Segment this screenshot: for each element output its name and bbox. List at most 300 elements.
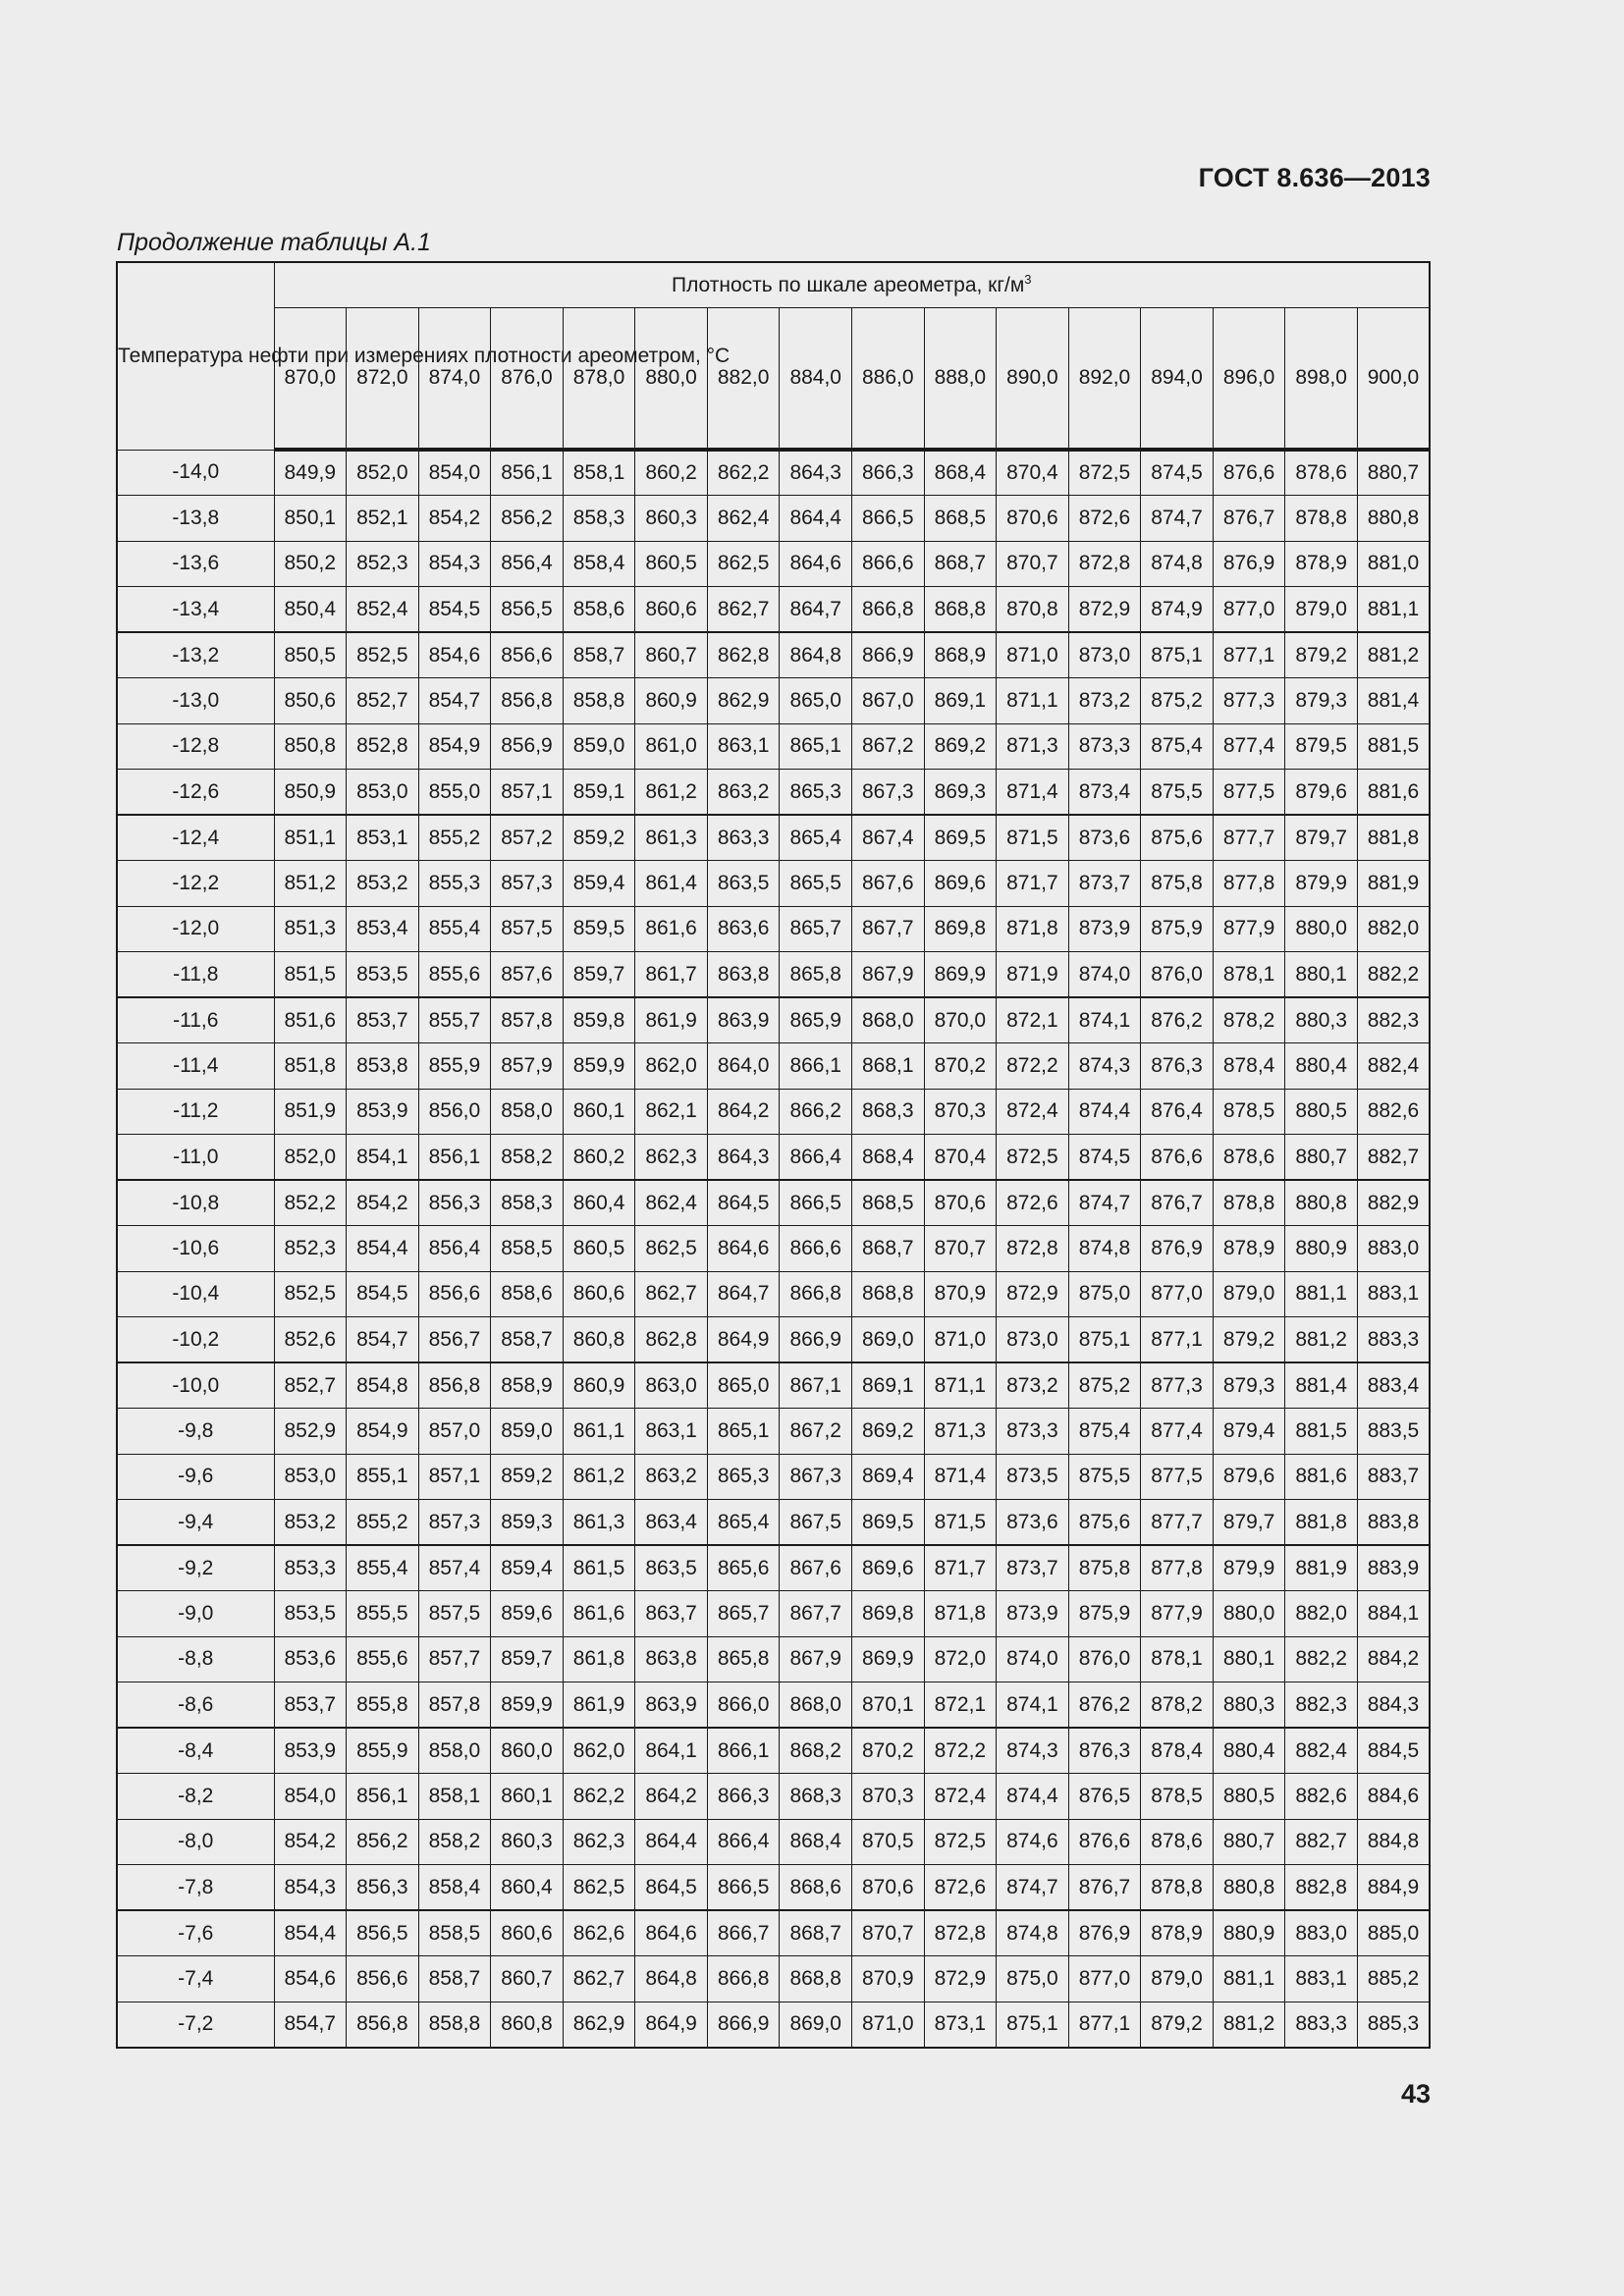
density-cell: 879,2 xyxy=(1141,2002,1214,2048)
density-unit-power: 3 xyxy=(1024,272,1032,288)
density-cell: 875,6 xyxy=(1141,815,1214,861)
density-cell: 856,9 xyxy=(491,723,564,770)
density-cell: 860,2 xyxy=(635,450,708,496)
density-cell: 866,6 xyxy=(852,541,925,587)
table-row xyxy=(117,1819,1430,1865)
temperature-cell: -10,8 xyxy=(117,1180,274,1226)
density-cell: 877,9 xyxy=(1213,906,1285,952)
density-cell: 883,0 xyxy=(1357,1226,1430,1272)
density-cell: 879,7 xyxy=(1213,1500,1285,1546)
density-cell: 879,2 xyxy=(1213,1317,1285,1363)
density-cell: 880,4 xyxy=(1213,1728,1285,1774)
temperature-cell: -9,2 xyxy=(117,1545,274,1591)
density-cell: 866,8 xyxy=(852,587,925,633)
temperature-cell: -12,4 xyxy=(117,815,274,861)
temperature-cell: -13,6 xyxy=(117,541,274,587)
density-cell: 861,2 xyxy=(635,770,708,816)
density-cell: 870,5 xyxy=(852,1819,925,1865)
density-cell: 863,1 xyxy=(635,1409,708,1455)
page-number: 43 xyxy=(1400,2079,1431,2109)
table-row xyxy=(117,723,1430,770)
density-cell: 857,8 xyxy=(491,997,564,1043)
density-cell: 876,6 xyxy=(1213,450,1285,496)
density-cell: 862,4 xyxy=(635,1180,708,1226)
temperature-cell: -13,0 xyxy=(117,678,274,724)
density-header-text: Плотность по шкале ареометра, кг/м xyxy=(671,274,1025,297)
density-column-header xyxy=(274,262,1430,307)
density-column-9: 888,0 xyxy=(924,307,997,450)
density-cell: 860,4 xyxy=(563,1180,635,1226)
density-cell: 872,6 xyxy=(924,1865,997,1911)
density-cell: 860,0 xyxy=(491,1728,564,1774)
density-cell: 884,1 xyxy=(1357,1591,1430,1637)
density-cell: 859,1 xyxy=(563,770,635,816)
density-cell: 874,8 xyxy=(1068,1226,1141,1272)
temperature-cell: -10,2 xyxy=(117,1317,274,1363)
density-cell: 865,7 xyxy=(707,1591,780,1637)
density-cell: 859,5 xyxy=(563,906,635,952)
density-cell: 870,4 xyxy=(997,450,1069,496)
density-cell: 866,5 xyxy=(707,1865,780,1911)
density-cell: 865,1 xyxy=(707,1409,780,1455)
density-cell: 881,1 xyxy=(1357,587,1430,633)
density-cell: 874,5 xyxy=(1068,1135,1141,1181)
density-cell: 859,9 xyxy=(563,1043,635,1090)
density-cell: 858,6 xyxy=(563,587,635,633)
density-cell: 885,2 xyxy=(1357,1956,1430,2002)
density-cell: 857,9 xyxy=(491,1043,564,1090)
density-cell: 854,9 xyxy=(347,1409,419,1455)
density-cell: 873,1 xyxy=(924,2002,997,2048)
density-cell: 854,2 xyxy=(418,496,491,542)
table-row xyxy=(117,1910,1430,1956)
table-row xyxy=(117,1682,1430,1729)
density-cell: 878,9 xyxy=(1213,1226,1285,1272)
density-cell: 879,4 xyxy=(1213,1409,1285,1455)
density-cell: 879,3 xyxy=(1213,1362,1285,1409)
density-cell: 857,3 xyxy=(418,1500,491,1546)
density-cell: 862,9 xyxy=(707,678,780,724)
density-cell: 882,6 xyxy=(1357,1089,1430,1135)
density-cell: 869,8 xyxy=(852,1591,925,1637)
density-cell: 865,8 xyxy=(707,1636,780,1682)
density-cell: 874,1 xyxy=(1068,997,1141,1043)
density-column-10: 890,0 xyxy=(997,307,1069,450)
density-cell: 854,2 xyxy=(274,1819,347,1865)
density-cell: 872,8 xyxy=(1068,541,1141,587)
density-cell: 876,7 xyxy=(1068,1865,1141,1911)
table-row xyxy=(117,2002,1430,2048)
table-row xyxy=(117,815,1430,861)
density-cell: 878,2 xyxy=(1141,1682,1214,1729)
density-cell: 860,6 xyxy=(563,1271,635,1317)
density-cell: 858,2 xyxy=(491,1135,564,1181)
temperature-cell: -11,2 xyxy=(117,1089,274,1135)
density-cell: 877,4 xyxy=(1141,1409,1214,1455)
table-row xyxy=(117,1135,1430,1181)
density-cell: 852,0 xyxy=(274,1135,347,1181)
density-cell: 876,7 xyxy=(1141,1180,1214,1226)
density-cell: 871,0 xyxy=(924,1317,997,1363)
temperature-cell: -13,2 xyxy=(117,632,274,678)
density-cell: 873,9 xyxy=(1068,906,1141,952)
density-cell: 865,4 xyxy=(780,815,852,861)
density-cell: 876,7 xyxy=(1213,496,1285,542)
density-cell: 857,5 xyxy=(491,906,564,952)
temperature-cell: -12,6 xyxy=(117,770,274,816)
density-cell: 852,1 xyxy=(347,496,419,542)
density-cell: 880,1 xyxy=(1285,952,1358,998)
density-cell: 877,0 xyxy=(1213,587,1285,633)
density-cell: 863,5 xyxy=(707,861,780,907)
density-cell: 876,0 xyxy=(1068,1636,1141,1682)
density-column-6: 882,0 xyxy=(707,307,780,450)
density-cell: 862,3 xyxy=(635,1135,708,1181)
density-cell: 861,3 xyxy=(563,1500,635,1546)
density-cell: 875,5 xyxy=(1068,1454,1141,1500)
table-row xyxy=(117,1636,1430,1682)
density-cell: 872,6 xyxy=(1068,496,1141,542)
table-row xyxy=(117,1591,1430,1637)
density-cell: 862,9 xyxy=(563,2002,635,2048)
density-cell: 852,0 xyxy=(347,450,419,496)
density-cell: 880,7 xyxy=(1357,450,1430,496)
density-cell: 873,2 xyxy=(1068,678,1141,724)
density-cell: 880,8 xyxy=(1285,1180,1358,1226)
density-cell: 870,4 xyxy=(924,1135,997,1181)
density-cell: 852,5 xyxy=(274,1271,347,1317)
density-cell: 871,7 xyxy=(924,1545,997,1591)
density-cell: 879,3 xyxy=(1285,678,1358,724)
density-cell: 865,3 xyxy=(707,1454,780,1500)
density-cell: 867,6 xyxy=(780,1545,852,1591)
density-cell: 855,6 xyxy=(418,952,491,998)
density-cell: 865,9 xyxy=(780,997,852,1043)
density-cell: 858,3 xyxy=(563,496,635,542)
density-cell: 877,4 xyxy=(1213,723,1285,770)
density-cell: 871,7 xyxy=(997,861,1069,907)
density-cell: 853,6 xyxy=(274,1636,347,1682)
density-cell: 857,2 xyxy=(491,815,564,861)
density-cell: 858,8 xyxy=(418,2002,491,2048)
table-row xyxy=(117,1956,1430,2002)
density-cell: 856,2 xyxy=(347,1819,419,1865)
density-cell: 854,6 xyxy=(418,632,491,678)
density-cell: 881,1 xyxy=(1285,1271,1358,1317)
density-cell: 868,9 xyxy=(924,632,997,678)
density-cell: 878,4 xyxy=(1141,1728,1214,1774)
density-cell: 867,3 xyxy=(852,770,925,816)
density-cell: 878,6 xyxy=(1213,1135,1285,1181)
density-cell: 874,8 xyxy=(1141,541,1214,587)
temperature-cell: -14,0 xyxy=(117,450,274,496)
temperature-cell: -9,4 xyxy=(117,1500,274,1546)
density-cell: 872,4 xyxy=(997,1089,1069,1135)
density-cell: 871,4 xyxy=(924,1454,997,1500)
density-cell: 860,3 xyxy=(491,1819,564,1865)
density-cell: 863,3 xyxy=(707,815,780,861)
density-cell: 864,8 xyxy=(635,1956,708,2002)
density-column-7: 884,0 xyxy=(780,307,852,450)
density-cell: 856,8 xyxy=(491,678,564,724)
density-cell: 876,0 xyxy=(1141,952,1214,998)
density-cell: 852,9 xyxy=(274,1409,347,1455)
table-row xyxy=(117,1500,1430,1546)
density-cell: 855,9 xyxy=(347,1728,419,1774)
density-cell: 853,4 xyxy=(347,906,419,952)
density-cell: 871,4 xyxy=(997,770,1069,816)
density-cell: 855,1 xyxy=(347,1454,419,1500)
density-cell: 870,6 xyxy=(924,1180,997,1226)
table-row xyxy=(117,861,1430,907)
density-cell: 856,3 xyxy=(347,1865,419,1911)
temperature-cell: -11,0 xyxy=(117,1135,274,1181)
density-cell: 864,2 xyxy=(635,1774,708,1820)
density-cell: 881,4 xyxy=(1357,678,1430,724)
density-cell: 860,6 xyxy=(491,1910,564,1956)
density-cell: 867,3 xyxy=(780,1454,852,1500)
density-cell: 855,6 xyxy=(347,1636,419,1682)
density-cell: 861,9 xyxy=(563,1682,635,1729)
density-cell: 853,7 xyxy=(274,1682,347,1729)
density-cell: 871,8 xyxy=(997,906,1069,952)
table-row xyxy=(117,1409,1430,1455)
density-cell: 875,4 xyxy=(1068,1409,1141,1455)
density-cell: 880,8 xyxy=(1357,496,1430,542)
table-row xyxy=(117,1043,1430,1090)
density-cell: 881,1 xyxy=(1213,1956,1285,2002)
density-cell: 853,9 xyxy=(274,1728,347,1774)
density-cell: 862,8 xyxy=(635,1317,708,1363)
density-cell: 871,1 xyxy=(924,1362,997,1409)
density-cell: 857,1 xyxy=(491,770,564,816)
table-caption: Продолжение таблицы А.1 xyxy=(117,229,431,256)
density-cell: 861,3 xyxy=(635,815,708,861)
density-cell: 876,2 xyxy=(1068,1682,1141,1729)
density-cell: 874,3 xyxy=(997,1728,1069,1774)
density-cell: 878,8 xyxy=(1141,1865,1214,1911)
density-cell: 859,6 xyxy=(491,1591,564,1637)
density-cell: 873,6 xyxy=(997,1500,1069,1546)
density-cell: 860,1 xyxy=(491,1774,564,1820)
density-cell: 866,8 xyxy=(780,1271,852,1317)
density-cell: 852,6 xyxy=(274,1317,347,1363)
density-cell: 872,9 xyxy=(997,1271,1069,1317)
density-cell: 858,3 xyxy=(491,1180,564,1226)
density-cell: 858,1 xyxy=(418,1774,491,1820)
density-cell: 851,5 xyxy=(274,952,347,998)
density-column-4: 878,0 xyxy=(563,307,635,450)
density-cell: 855,0 xyxy=(418,770,491,816)
density-cell: 880,7 xyxy=(1285,1135,1358,1181)
density-cell: 865,0 xyxy=(707,1362,780,1409)
density-cell: 853,7 xyxy=(347,997,419,1043)
density-cell: 871,1 xyxy=(997,678,1069,724)
density-cell: 857,1 xyxy=(418,1454,491,1500)
density-cell: 867,7 xyxy=(852,906,925,952)
temperature-cell: -8,2 xyxy=(117,1774,274,1820)
table-row xyxy=(117,770,1430,816)
density-cell: 869,5 xyxy=(852,1500,925,1546)
density-cell: 863,8 xyxy=(707,952,780,998)
temperature-cell: -8,6 xyxy=(117,1682,274,1729)
density-cell: 878,6 xyxy=(1141,1819,1214,1865)
density-cell: 881,9 xyxy=(1357,861,1430,907)
density-cell: 881,5 xyxy=(1357,723,1430,770)
density-cell: 879,7 xyxy=(1285,815,1358,861)
density-cell: 851,2 xyxy=(274,861,347,907)
density-cell: 856,1 xyxy=(418,1135,491,1181)
density-cell: 853,1 xyxy=(347,815,419,861)
table-row xyxy=(117,496,1430,542)
temperature-cell: -8,0 xyxy=(117,1819,274,1865)
density-cell: 854,7 xyxy=(274,2002,347,2048)
density-cell: 882,6 xyxy=(1285,1774,1358,1820)
density-cell: 874,7 xyxy=(1141,496,1214,542)
density-cell: 881,2 xyxy=(1357,632,1430,678)
density-cell: 869,9 xyxy=(852,1636,925,1682)
density-cell: 870,1 xyxy=(852,1682,925,1729)
density-cell: 854,6 xyxy=(274,1956,347,2002)
table-row xyxy=(117,1362,1430,1409)
density-cell: 874,5 xyxy=(1141,450,1214,496)
density-cell: 854,4 xyxy=(274,1910,347,1956)
density-cell: 862,7 xyxy=(635,1271,708,1317)
density-cell: 878,1 xyxy=(1213,952,1285,998)
density-cell: 860,8 xyxy=(563,1317,635,1363)
density-cell: 877,0 xyxy=(1141,1271,1214,1317)
density-cell: 875,1 xyxy=(997,2002,1069,2048)
density-cell: 853,0 xyxy=(274,1454,347,1500)
density-cell: 856,6 xyxy=(491,632,564,678)
temperature-cell: -12,8 xyxy=(117,723,274,770)
density-cell: 853,8 xyxy=(347,1043,419,1090)
density-cell: 868,8 xyxy=(780,1956,852,2002)
density-cell: 869,2 xyxy=(924,723,997,770)
table-row xyxy=(117,678,1430,724)
temperature-cell: -7,8 xyxy=(117,1865,274,1911)
density-cell: 854,3 xyxy=(418,541,491,587)
density-cell: 866,2 xyxy=(780,1089,852,1135)
table-body xyxy=(117,450,1430,2048)
density-cell: 850,9 xyxy=(274,770,347,816)
density-cell: 855,8 xyxy=(347,1682,419,1729)
table-row xyxy=(117,587,1430,633)
density-cell: 880,0 xyxy=(1285,906,1358,952)
density-cell: 884,5 xyxy=(1357,1728,1430,1774)
density-cell: 854,7 xyxy=(347,1317,419,1363)
density-cell: 866,8 xyxy=(707,1956,780,2002)
density-column-3: 876,0 xyxy=(491,307,564,450)
density-cell: 864,0 xyxy=(707,1043,780,1090)
temperature-cell: -13,4 xyxy=(117,587,274,633)
density-cell: 869,9 xyxy=(924,952,997,998)
density-cell: 870,3 xyxy=(924,1089,997,1135)
density-cell: 873,0 xyxy=(1068,632,1141,678)
density-cell: 865,3 xyxy=(780,770,852,816)
density-cell: 868,4 xyxy=(780,1819,852,1865)
density-cell: 863,8 xyxy=(635,1636,708,1682)
table-row xyxy=(117,1226,1430,1272)
density-cell: 880,0 xyxy=(1213,1591,1285,1637)
density-cell: 861,5 xyxy=(563,1545,635,1591)
density-cell: 868,7 xyxy=(924,541,997,587)
table-row xyxy=(117,1180,1430,1226)
density-cell: 850,5 xyxy=(274,632,347,678)
density-cell: 866,9 xyxy=(707,2002,780,2048)
density-cell: 853,3 xyxy=(274,1545,347,1591)
density-cell: 877,0 xyxy=(1068,1956,1141,2002)
density-cell: 870,6 xyxy=(997,496,1069,542)
density-cell: 881,6 xyxy=(1357,770,1430,816)
density-cell: 882,7 xyxy=(1285,1819,1358,1865)
density-cell: 862,5 xyxy=(563,1865,635,1911)
density-cell: 884,8 xyxy=(1357,1819,1430,1865)
density-cell: 867,6 xyxy=(852,861,925,907)
density-cell: 868,5 xyxy=(852,1180,925,1226)
density-cell: 881,5 xyxy=(1285,1409,1358,1455)
density-cell: 877,9 xyxy=(1141,1591,1214,1637)
density-cell: 866,1 xyxy=(707,1728,780,1774)
density-cell: 883,0 xyxy=(1285,1910,1358,1956)
density-cell: 856,0 xyxy=(418,1089,491,1135)
density-cell: 874,9 xyxy=(1141,587,1214,633)
density-cell: 870,9 xyxy=(924,1271,997,1317)
density-cell: 872,6 xyxy=(997,1180,1069,1226)
density-cell: 869,6 xyxy=(852,1545,925,1591)
density-cell: 883,4 xyxy=(1357,1362,1430,1409)
density-cell: 875,2 xyxy=(1141,678,1214,724)
density-cell: 866,6 xyxy=(780,1226,852,1272)
density-cell: 882,4 xyxy=(1357,1043,1430,1090)
density-cell: 855,4 xyxy=(347,1545,419,1591)
density-cell: 874,0 xyxy=(1068,952,1141,998)
density-cell: 854,5 xyxy=(418,587,491,633)
density-cell: 881,6 xyxy=(1285,1454,1358,1500)
density-cell: 882,9 xyxy=(1357,1180,1430,1226)
density-cell: 851,3 xyxy=(274,906,347,952)
density-cell: 864,4 xyxy=(635,1819,708,1865)
density-cell: 859,3 xyxy=(491,1500,564,1546)
density-cell: 863,9 xyxy=(707,997,780,1043)
temperature-cell: -13,8 xyxy=(117,496,274,542)
density-cell: 873,0 xyxy=(997,1317,1069,1363)
document-code: ГОСТ 8.636—2013 xyxy=(1198,163,1431,192)
density-cell: 852,8 xyxy=(347,723,419,770)
density-cell: 869,4 xyxy=(852,1454,925,1500)
density-cell: 856,2 xyxy=(491,496,564,542)
density-cell: 869,2 xyxy=(852,1409,925,1455)
density-cell: 859,0 xyxy=(491,1409,564,1455)
density-column-13: 896,0 xyxy=(1213,307,1285,450)
density-cell: 864,3 xyxy=(707,1135,780,1181)
density-cell: 880,3 xyxy=(1285,997,1358,1043)
table-row xyxy=(117,952,1430,998)
density-cell: 877,8 xyxy=(1213,861,1285,907)
density-cell: 865,8 xyxy=(780,952,852,998)
density-cell: 880,9 xyxy=(1213,1910,1285,1956)
density-column-11: 892,0 xyxy=(1068,307,1141,450)
density-cell: 856,7 xyxy=(418,1317,491,1363)
density-cell: 878,5 xyxy=(1141,1774,1214,1820)
density-cell: 862,4 xyxy=(707,496,780,542)
density-cell: 880,5 xyxy=(1213,1774,1285,1820)
density-cell: 853,9 xyxy=(347,1089,419,1135)
density-cell: 883,8 xyxy=(1357,1500,1430,1546)
density-cell: 853,0 xyxy=(347,770,419,816)
density-cell: 872,1 xyxy=(924,1682,997,1729)
density-cell: 851,1 xyxy=(274,815,347,861)
